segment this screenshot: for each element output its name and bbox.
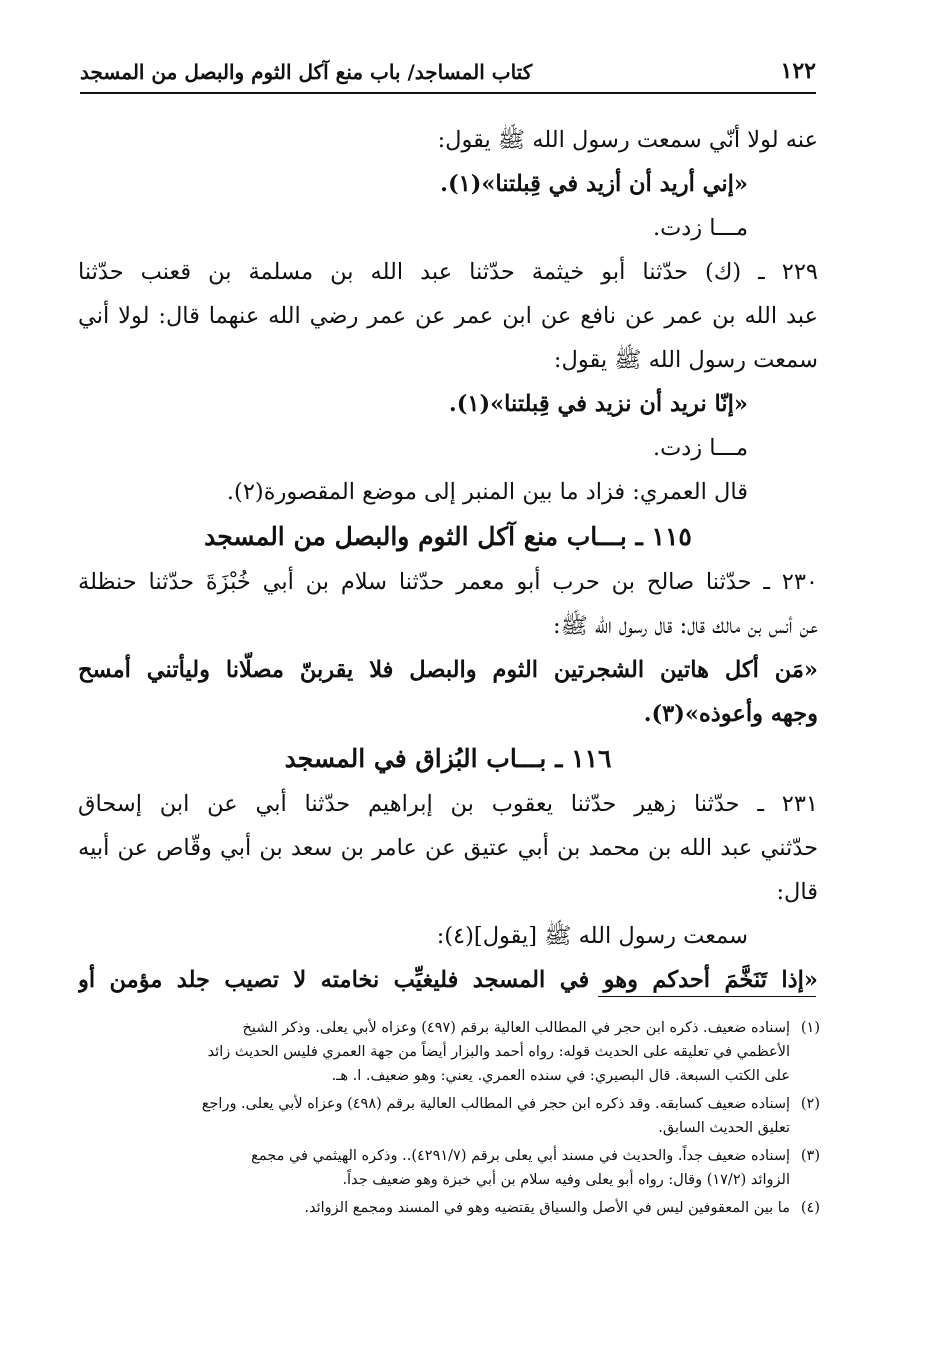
chapter-heading: ١١٥ ـ بـــاب منع آكل الثوم والبصل من المسجد	[204, 522, 692, 551]
hadith-quote: «إنّا نريد أن نزيد في قِبلتنا»(١).	[448, 391, 748, 417]
text-line: سمعت رسول الله ﷺ [يقول](٤):	[436, 923, 748, 949]
page-number: ١٢٢	[780, 58, 816, 84]
footnote-line: إسناده ضعيف جداً. والحديث في مسند أبي يعلى برقم (٤٢٩١/٧).. وذكره الهيثمي في مجمع	[251, 1148, 790, 1164]
footnote-number: (٣)	[800, 1148, 820, 1164]
main-text	[78, 118, 818, 1002]
footnote-line: الزوائد (١٧/٢) وقال: رواه أبو يعلى وفيه سلام بن أبي خبزة وهو ضعيف جداً.	[342, 1172, 790, 1188]
footnotes	[80, 1016, 820, 1224]
text-line: مـــا زدت.	[652, 435, 748, 461]
hadith-number-line: ٢٣٠ ـ حدّثنا صالح بن حرب أبو معمر حدّثنا سلام بن أبي خُبْزَةَ حدّثنا حنظلة	[78, 569, 818, 595]
text-line: عن أنس بن مالك قال: قال رسول الله ﷺ:	[553, 613, 818, 639]
hadith-quote: وجهه وأعوذه»(٣).	[643, 701, 818, 727]
footnote-divider	[598, 996, 816, 997]
hadith-number-line: ٢٢٩ ـ (ك) حدّثنا أبو خيثمة حدّثنا عبد الله بن مسلمة بن قعنب حدّثنا	[78, 259, 818, 285]
footnote-1	[80, 1016, 820, 1088]
footnote-line: الأعظمي في تعليقه على الحديث قوله: رواه أحمد والبزار أيضاً من جهة العمري فليس الحديث زائد	[207, 1044, 790, 1060]
footnote-line: ما بين المعقوفين ليس في الأصل والسياق يقتضيه وهو في المسند ومجمع الزوائد.	[304, 1200, 790, 1216]
text-line: قال العمري: فزاد ما بين المنبر إلى موضع المقصورة(٢).	[226, 479, 748, 505]
footnote-line: إسناده ضعيف كسابقه. وقد ذكره ابن حجر في المطالب العالية برقم (٤٩٨) وعزاه لأبي يعلى. وراجع	[201, 1096, 790, 1112]
text-line: مـــا زدت.	[652, 215, 748, 241]
footnote-number: (١)	[800, 1020, 820, 1036]
text-line: حدّثني عبد الله بن محمد بن أبي عتيق عن عامر بن سعد بن أبي وقّاص عن أبيه	[78, 835, 818, 861]
hadith-quote: «مَن أكل هاتين الشجرتين الثوم والبصل فلا يقربنّ مصلّانا وليأتني أمسح	[78, 657, 818, 683]
footnote-line: تعليق الحديث السابق.	[658, 1120, 790, 1136]
footnote-line: إسناده ضعيف. ذكره ابن حجر في المطالب العالية برقم (٤٩٧) وعزاه لأبي يعلى. وذكر الشيخ	[242, 1020, 790, 1036]
text-line: قال:	[776, 879, 818, 905]
footnote-number: (٢)	[800, 1096, 820, 1112]
footnote-2	[80, 1092, 820, 1140]
footnote-3	[80, 1144, 820, 1192]
text-line: سمعت رسول الله ﷺ يقول:	[553, 347, 818, 373]
text-line: عبد الله بن عمر عن نافع عن ابن عمر عن عمر رضي الله عنهما قال: لولا أني	[78, 303, 818, 329]
footnote-number: (٤)	[800, 1200, 820, 1216]
running-title: كتاب المساجد/ باب منع آكل الثوم والبصل من المسجد	[80, 60, 533, 84]
hadith-number-line: ٢٣١ ـ حدّثنا زهير حدّثنا يعقوب بن إبراهيم حدّثنا أبي عن ابن إسحاق	[78, 791, 818, 817]
hadith-quote: «إذا تَنَخَّمَ أحدكم وهو في المسجد فليغيِّب نخامته لا تصيب جلد مؤمن أو	[78, 967, 818, 993]
footnote-line: على الكتب السبعة. قال البصيري: في سنده العمري. يعني: وهو ضعيف. ا. هـ.	[331, 1068, 790, 1084]
page-header	[80, 58, 816, 94]
footnote-4	[80, 1196, 820, 1220]
text-line: عنه لولا أنّي سمعت رسول الله ﷺ يقول:	[437, 127, 818, 153]
hadith-quote: «إني أريد أن أزيد في قِبلتنا»(١).	[440, 171, 748, 197]
chapter-heading: ١١٦ ـ بـــاب البُزاق في المسجد	[284, 744, 612, 773]
